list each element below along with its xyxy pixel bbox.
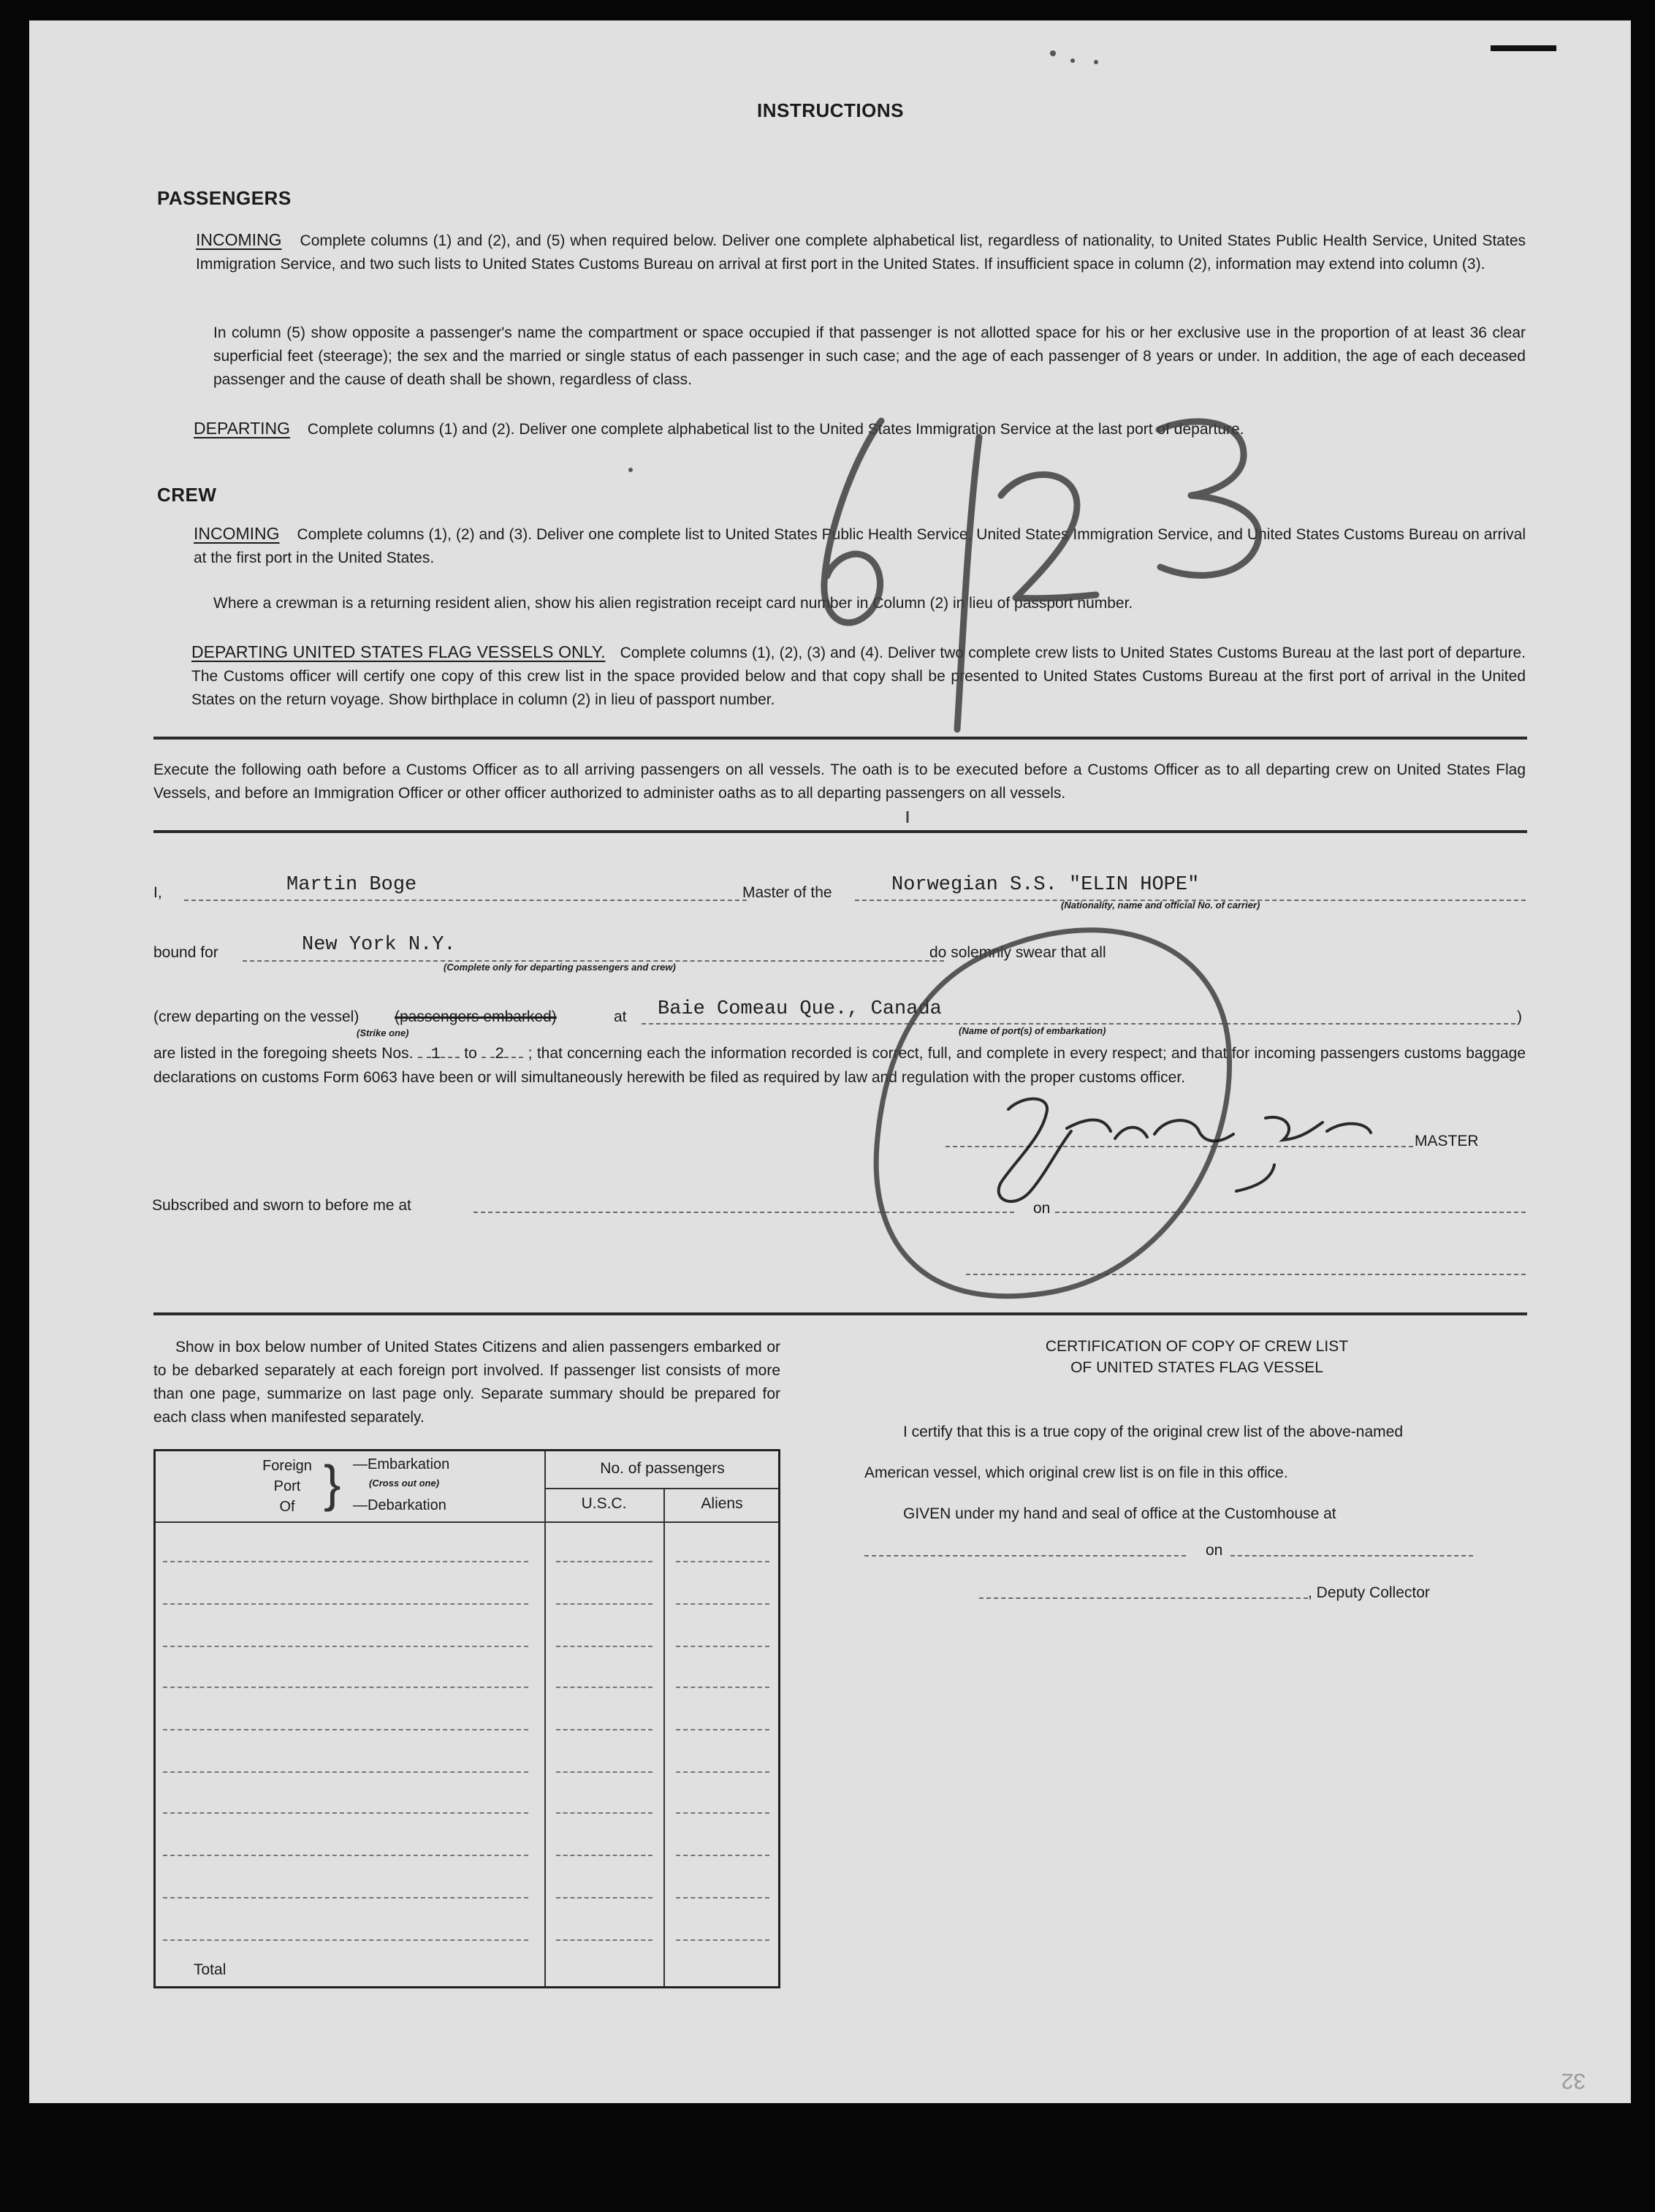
pencil-circle	[876, 930, 1229, 1296]
speck-mark	[1094, 60, 1098, 64]
passengers-departing-label: DEPARTING	[194, 419, 291, 438]
passengers-heading: PASSENGERS	[157, 187, 292, 209]
certification-title-line1: CERTIFICATION OF COPY OF CREW LIST	[1045, 1338, 1349, 1355]
master-name-value: Martin Boge	[286, 874, 417, 896]
usc-header: U.S.C.	[581, 1495, 627, 1512]
handwritten-marks	[29, 20, 1631, 2103]
brace-glyph: }	[324, 1455, 341, 1512]
vessel-caption: (Nationality, name and official No. of carrier)	[1061, 900, 1260, 911]
passengers-column5-paragraph: In column (5) show opposite a passenger's name the compartment or space occupied if that passenger is not allotted space for his or her exclusive use in the proportion of at least 36 clear superficial feet (steerage); the sex and the married or single status of each passenger in such case; and the age of each passenger of 8 years or under. In addition, the age of each deceased passenger and the cause of death shall be shown, regardless of class.	[213, 324, 1526, 388]
passengers-incoming-label: INCOMING	[196, 230, 282, 249]
bound-for-label: bound for	[153, 944, 218, 961]
col-of: Of	[279, 1499, 295, 1515]
vessel-value: Norwegian S.S. "ELIN HOPE"	[891, 874, 1200, 896]
debarkation-label: —Debarkation	[353, 1497, 446, 1513]
embarkation-label: —Embarkation	[353, 1456, 450, 1472]
certification-line3: GIVEN under my hand and seal of office at the Customhouse at	[903, 1505, 1336, 1522]
close-paren: )	[1517, 1008, 1522, 1025]
crew-resident-paragraph: Where a crewman is a returning resident alien, show his alien registration receipt card number in Column (2) in lieu of passport number.	[213, 595, 1133, 612]
sheet-from-value: 1	[430, 1045, 441, 1063]
speck-mark	[1070, 58, 1075, 63]
summary-instructions: Show in box below number of United States Citizens and alien passengers embarked or to be debarked separately at each foreign port involved. If passenger list consists of more than one page, summarize on last page only. Separate summary should be prepared for each class when manifested separately.	[153, 1339, 780, 1426]
listed-rest: ; that concerning each the information recorded is correct, full, and complete in every respect; and that for incoming passengers customs baggage declarations on customs Form 6063 have been or will simultaneously herewith be filed as required by law and regulation with the proper customs officer.	[153, 1045, 1526, 1086]
crew-incoming-label: INCOMING	[194, 524, 280, 543]
crew-heading: CREW	[157, 484, 217, 506]
deputy-collector-label: , Deputy Collector	[1308, 1584, 1430, 1601]
no-passengers-header: No. of passengers	[600, 1460, 725, 1477]
at-label: at	[614, 1008, 627, 1025]
certification-on-label: on	[1206, 1542, 1223, 1559]
master-of-label: Master of the	[742, 884, 832, 901]
pencil-digit-6	[824, 421, 881, 623]
crew-departing-text: Complete columns (1), (2), (3) and (4). Deliver two complete crew lists to United States Customs Bureau at the last port of departure. The Customs officer will certify one copy of this crew list in the space provided below and that copy shall be presented to United States Customs Bureau at the first port of arrival in the United States on the return voyage. Show birthplace in column (2) in lieu of passport number.	[191, 645, 1526, 708]
pencil-slash	[957, 437, 979, 729]
subscribed-label: Subscribed and sworn to before me at	[152, 1197, 411, 1214]
destination-value: New York N.Y.	[302, 934, 456, 956]
crew-departing-label: DEPARTING UNITED STATES FLAG VESSELS ONLY.	[191, 642, 606, 661]
certification-line1: I certify that this is a true copy of the original crew list of the above-named	[903, 1424, 1403, 1440]
port-caption: (Name of port(s) of embarkation)	[959, 1025, 1106, 1036]
destination-caption: (Complete only for departing passengers and crew)	[444, 962, 676, 973]
pencil-digit-3	[1159, 422, 1259, 575]
master-label: MASTER	[1415, 1133, 1479, 1149]
document-page	[29, 20, 1631, 2103]
col-port: Port	[273, 1478, 301, 1494]
crew-departing-vessel-label: (crew departing on the vessel)	[153, 1008, 359, 1025]
oath-intro: Execute the following oath before a Customs Officer as to all arriving passengers on all vessels. The oath is to be executed before a Customs Officer as to all departing crew on United States Flag Vessels, and before an Immigration Officer or other officer authorized to administer oaths as to all departing passengers on all vessels.	[153, 761, 1526, 802]
port-value: Baie Comeau Que., Canada	[658, 998, 942, 1020]
passengers-departing-text: Complete columns (1) and (2). Deliver one complete alphabetical list to the United States Immigration Service at the last port of departure.	[307, 421, 1244, 438]
aliens-header: Aliens	[701, 1495, 743, 1512]
strike-caption: (Strike one)	[357, 1027, 409, 1038]
pencil-digit-2	[1001, 475, 1096, 598]
swear-text: do solemnly swear that all	[929, 944, 1106, 961]
cross-out-caption: (Cross out one)	[369, 1478, 440, 1489]
speck-mark	[628, 468, 633, 472]
speck-mark	[1050, 50, 1056, 56]
page-title: INSTRUCTIONS	[757, 99, 904, 121]
struck-out-option: (passengers embarked)	[395, 1008, 557, 1025]
col-foreign: Foreign	[262, 1458, 312, 1474]
frame-speck	[1491, 45, 1556, 51]
certification-title-line2: OF UNITED STATES FLAG VESSEL	[1070, 1359, 1323, 1376]
oath-i-label: I,	[153, 884, 162, 901]
corner-number: 32	[1561, 2069, 1586, 2093]
subscribed-on-label: on	[1033, 1200, 1051, 1217]
sheet-to-value: 2	[495, 1045, 505, 1063]
passengers-incoming-text: Complete columns (1) and (2), and (5) when required below. Deliver one complete alphabetical list, regardless of nationality, to United States Public Health Service, United States Immigration Service, and two such lists to United States Customs Bureau on arrival at first port in the United States. If insufficient space in column (2), information may extend into column (3).	[196, 232, 1526, 273]
listed-label: are listed in the foregoing sheets Nos.	[153, 1045, 414, 1062]
total-label: Total	[194, 1961, 227, 1978]
crew-incoming-text: Complete columns (1), (2) and (3). Deliver one complete list to United States Public Health Service, United States Immigration Service, and United States Customs Bureau on arrival at the first port in the United States.	[194, 526, 1526, 566]
certification-line2: American vessel, which original crew list is on file in this office.	[864, 1464, 1288, 1481]
master-signature	[999, 1099, 1371, 1201]
to-label: to	[464, 1045, 477, 1062]
